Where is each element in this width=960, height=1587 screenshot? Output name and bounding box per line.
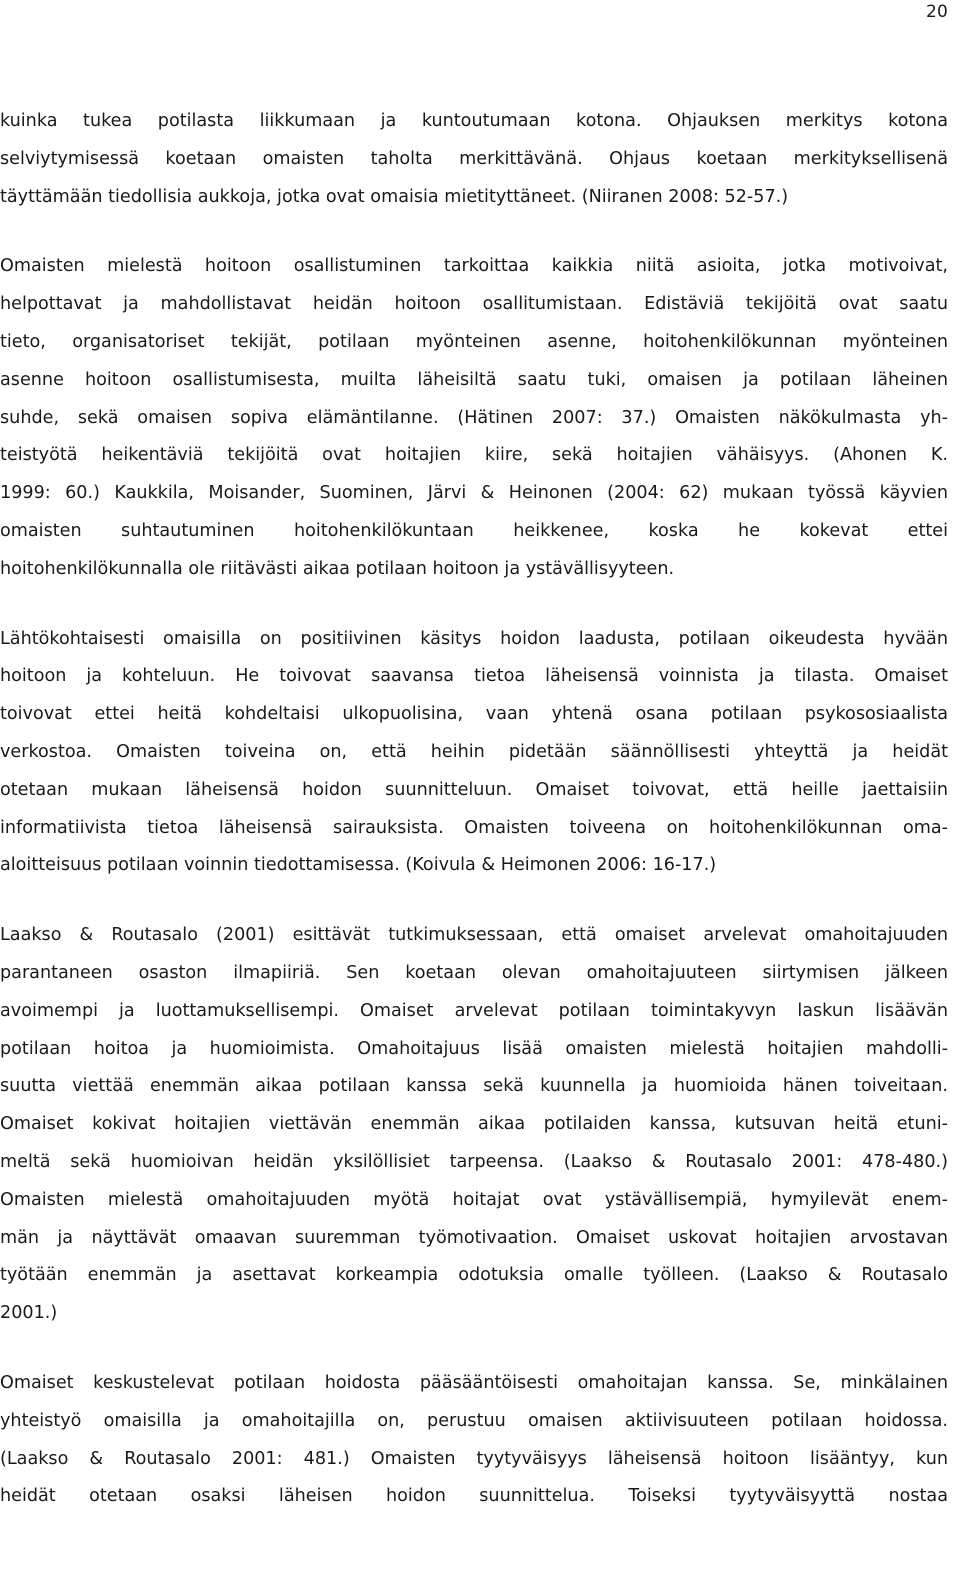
text-line: toivovat ettei heitä kohdeltaisi ulkopuolisina, vaan yhtenä osana potilaan psykososiaalista: [0, 704, 948, 725]
text-line: Laakso & Routasalo (2001) esittävät tutkimuksessaan, että omaiset arvelevat omahoitajuuden: [0, 925, 948, 946]
text-line: suhde, sekä omaisen sopiva elämäntilanne. (Hätinen 2007: 37.) Omaisten näkökulmasta yh-: [0, 407, 948, 428]
text-line: omaisten suhtautuminen hoitohenkilökuntaan heikkenee, koska he kokevat ettei: [0, 520, 948, 541]
paragraph: [0, 1365, 948, 1516]
text-line: otetaan mukaan läheisensä hoidon suunnitteluun. Omaiset toivovat, että heille jaettaisiin: [0, 779, 948, 800]
text-line: työtään enemmän ja asettavat korkeampia odotuksia omalle työlleen. (Laakso & Routasalo: [0, 1265, 948, 1286]
text-line: hoitoon ja kohteluun. He toivovat saavansa tietoa läheisensä voinnista ja tilasta. Omaiset: [0, 666, 948, 687]
text-line: Omaiset keskustelevat potilaan hoidosta pääsääntöisesti omahoitajan kanssa. Se, minkälainen: [0, 1372, 948, 1393]
text-line: tieto, organisatoriset tekijät, potilaan myönteinen asenne, hoitohenkilökunnan myönteinen: [0, 331, 948, 352]
paragraph: [0, 621, 948, 886]
text-line: täyttämään tiedollisia aukkoja, jotka ovat omaisia mietityttäneet. (Niiranen 2008: 52-57.): [0, 186, 789, 207]
text-line: informatiivista tietoa läheisensä sairauksista. Omaisten toiveena on hoitohenkilökunnan oma-: [0, 817, 948, 838]
text-line: avoimempi ja luottamuksellisempi. Omaiset arvelevat potilaan toimintakyvyn laskun lisäävän: [0, 1000, 948, 1021]
text-line: yhteistyö omaisilla ja omahoitajilla on, perustuu omaisen aktiivisuuteen potilaan hoidossa.: [0, 1410, 948, 1431]
text-line: 2001.): [0, 1303, 58, 1324]
text-line: hoitohenkilökunnalla ole riitävästi aikaa potilaan hoitoon ja ystävällisyyteen.: [0, 558, 675, 579]
text-line: Omaisten mielestä omahoitajuuden myötä hoitajat ovat ystävällisempiä, hymyilevät enem-: [0, 1189, 948, 1210]
text-line: Omaisten mielestä hoitoon osallistuminen tarkoittaa kaikkia niitä asioita, jotka motivoivat,: [0, 256, 948, 277]
body-text: [0, 103, 948, 1548]
page-number: 20: [925, 2, 948, 22]
text-line: män ja näyttävät omaavan suuremman työmotivaation. Omaiset uskovat hoitajien arvostavan: [0, 1227, 948, 1248]
text-line: parantaneen osaston ilmapiiriä. Sen koetaan olevan omahoitajuuteen siirtymisen jälkeen: [0, 962, 948, 983]
text-line: aloitteisuus potilaan voinnin tiedottamisessa. (Koivula & Heimonen 2006: 16-17.): [0, 855, 717, 876]
text-line: (Laakso & Routasalo 2001: 481.) Omaisten tyytyväisyys läheisensä hoitoon lisääntyy, kun: [0, 1448, 948, 1469]
text-line: kuinka tukea potilasta liikkumaan ja kuntoutumaan kotona. Ohjauksen merkitys kotona: [0, 111, 948, 131]
text-line: Lähtökohtaisesti omaisilla on positiivinen käsitys hoidon laadusta, potilaan oikeudesta hyvään: [0, 628, 948, 649]
text-line: meltä sekä huomioivan heidän yksilöllisiet tarpeensa. (Laakso & Routasalo 2001: 478-480.): [0, 1151, 948, 1172]
text-line: selviytymisessä koetaan omaisten taholta merkittävänä. Ohjaus koetaan merkityksellisenä: [0, 148, 948, 169]
text-line: helpottavat ja mahdollistavat heidän hoitoon osallitumistaan. Edistäviä tekijöitä ovat saatu: [0, 294, 948, 315]
text-line: asenne hoitoon osallistumisesta, muilta läheisiltä saatu tuki, omaisen ja potilaan läheinen: [0, 369, 948, 390]
text-line: teistyötä heikentäviä tekijöitä ovat hoitajien kiire, sekä hoitajien vähäisyys. (Ahonen K.: [0, 445, 948, 466]
text-line: verkostoa. Omaisten toiveina on, että heihin pidetään säännöllisesti yhteyttä ja heidät: [0, 741, 948, 762]
paragraph: [0, 917, 948, 1333]
text-line: potilaan hoitoa ja huomioimista. Omahoitajuus lisää omaisten mielestä hoitajien mahdolli-: [0, 1038, 948, 1059]
paragraph: [0, 103, 948, 216]
text-line: Omaiset kokivat hoitajien viettävän enemmän aikaa potilaiden kanssa, kutsuvan heitä etuni-: [0, 1114, 948, 1135]
paragraph: [0, 248, 948, 588]
text-line: heidät otetaan osaksi läheisen hoidon suunnittelua. Toiseksi tyytyväisyyttä nostaa: [0, 1486, 948, 1507]
text-line: 1999: 60.) Kaukkila, Moisander, Suominen, Järvi & Heinonen (2004: 62) mukaan työssä käyvien: [0, 483, 948, 504]
text-line: suutta viettää enemmän aikaa potilaan kanssa sekä kuunnella ja huomioida hänen toiveitaan.: [0, 1076, 948, 1097]
